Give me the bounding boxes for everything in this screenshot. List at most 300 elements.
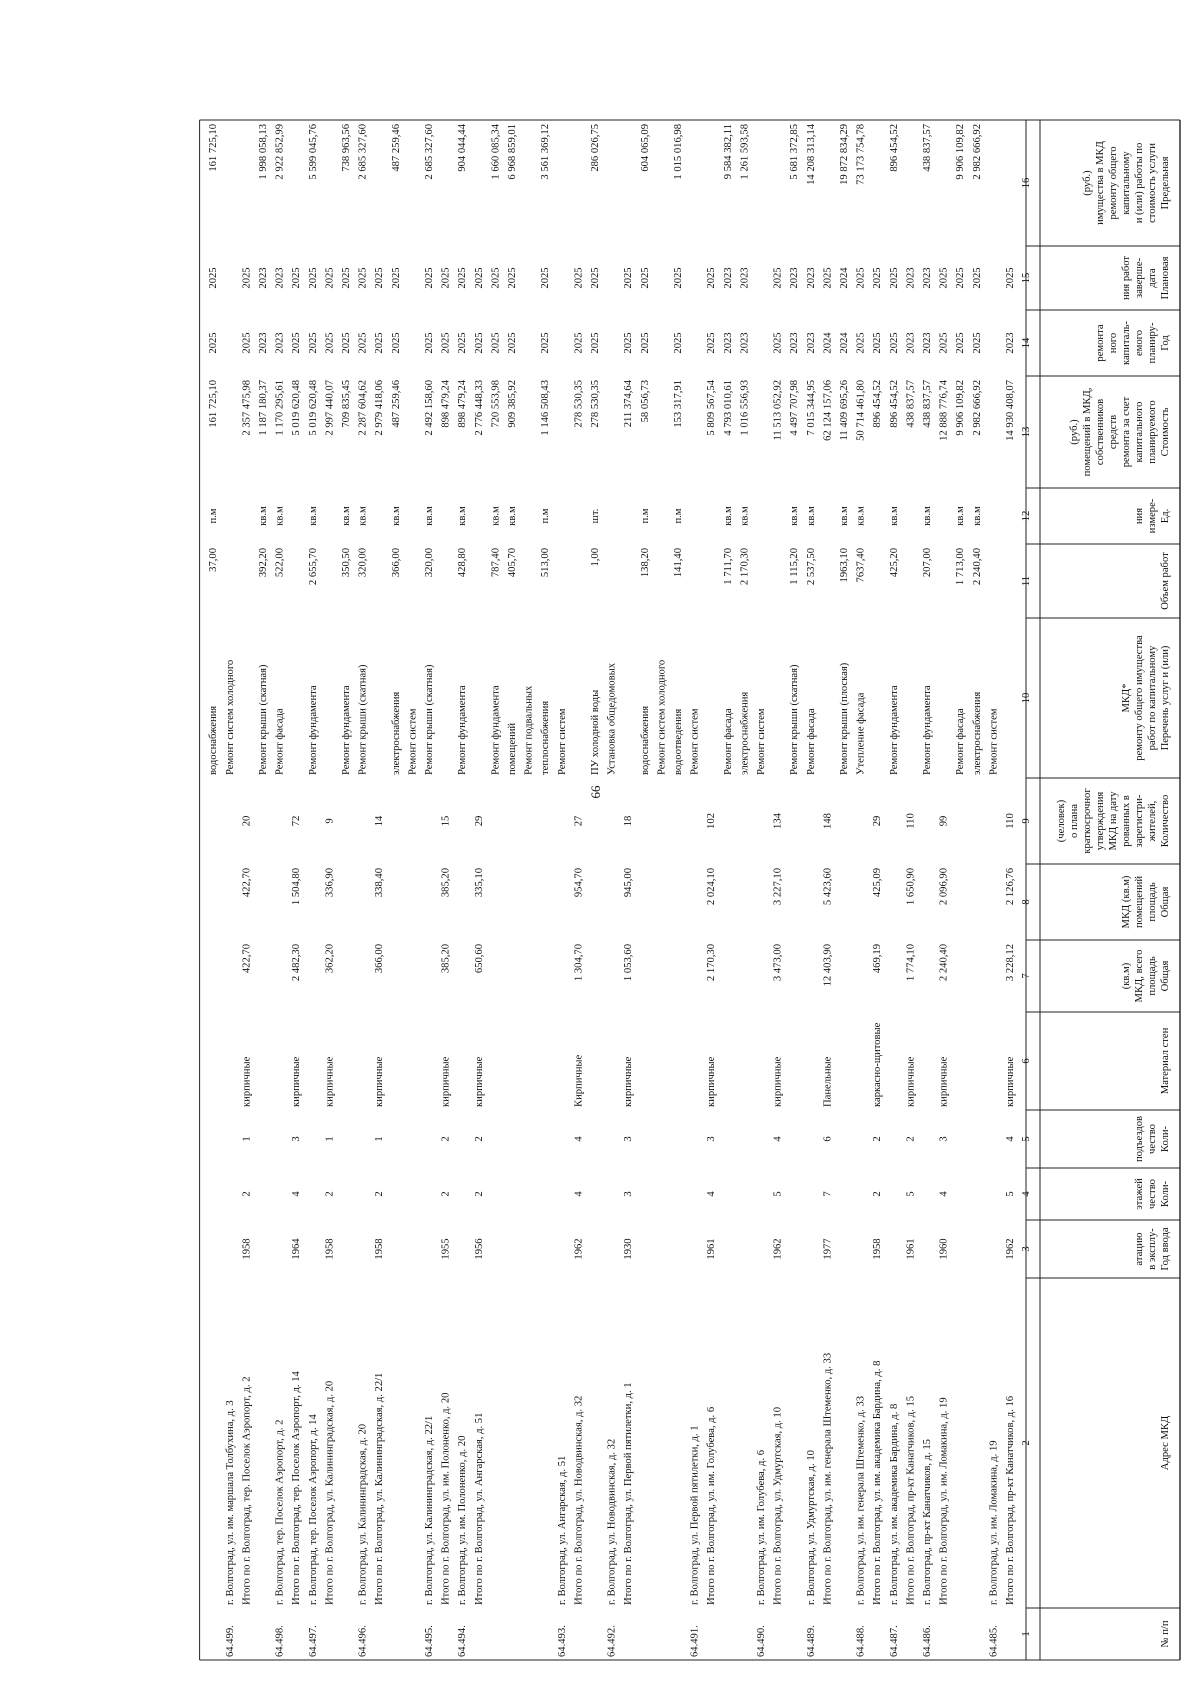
cell-c12: кв.м xyxy=(789,506,801,526)
cell-c16: 487 259,46 xyxy=(390,124,402,172)
cell-c13: 1 170 295,61 xyxy=(274,380,286,436)
cell-c13: 4 793 010,61 xyxy=(722,380,734,436)
cell-c12: кв.м xyxy=(274,506,286,526)
cell-c15: 2025 xyxy=(341,267,352,289)
header-c10: работ по капитальному xyxy=(1147,645,1158,751)
cell-c9: 72 xyxy=(291,815,303,827)
cell-c15: 2025 xyxy=(971,267,983,289)
cell-c14: 2024 xyxy=(822,332,834,354)
cell-c11: 405,70 xyxy=(507,548,518,578)
cell-c8: 385,20 xyxy=(440,868,452,898)
header-c16: имущества в МКД xyxy=(1095,141,1106,225)
cell-c12: кв.м xyxy=(258,506,269,526)
cell-c13: 50 714 461,80 xyxy=(855,380,867,441)
column-number: 6 xyxy=(1021,1058,1032,1064)
cell-c15: 2023 xyxy=(905,267,917,289)
cell-c14: 2023 xyxy=(739,332,751,354)
header-c9: (человек) xyxy=(1056,799,1067,843)
cell-c14: 2025 xyxy=(374,332,386,354)
cell-c7: 422,70 xyxy=(241,944,253,974)
cell-c5: 4 xyxy=(573,1136,585,1142)
cell-c14: 2025 xyxy=(424,332,435,354)
cell-c13: 1 187 180,37 xyxy=(258,380,269,436)
header-c13: помещений в МКД, xyxy=(1082,387,1093,477)
cell-c14: 2025 xyxy=(208,332,220,354)
cell-c7: 362,20 xyxy=(324,944,336,974)
header-c7: Общая xyxy=(1160,960,1171,992)
cell-c4: 2 xyxy=(872,1191,884,1197)
header-c4: Коли- xyxy=(1160,1180,1171,1208)
header-c5: Коли- xyxy=(1160,1125,1171,1153)
cell-c10: Ремонт фундамента xyxy=(341,685,352,775)
cell-c12: шт. xyxy=(590,508,601,524)
cell-c8: 422,70 xyxy=(241,868,253,898)
cell-c14: 2023 xyxy=(922,332,933,354)
cell-c8: 2 024,10 xyxy=(706,868,718,906)
cell-c10: Ремонт систем холодного xyxy=(656,659,668,775)
cell-c7: 12 403,90 xyxy=(822,944,834,987)
header-c3: Год ввода xyxy=(1160,1227,1171,1271)
cell-c2: Итого по г. Волгоград, тер. Поселок Аэропорт, д. 2 xyxy=(241,1376,253,1605)
cell-c4: 4 xyxy=(291,1191,303,1197)
cell-c12: кв.м xyxy=(722,506,734,526)
cell-c13: 62 124 157,06 xyxy=(822,380,834,441)
cell-c2: г. Волгоград, ул. им. Голубева, д. 6 xyxy=(756,1449,767,1605)
cell-c13: 2 979 418,06 xyxy=(374,380,386,436)
cell-c16: 604 065,09 xyxy=(639,124,651,172)
cell-c16: 1 015 016,98 xyxy=(673,124,684,180)
cell-c6: кирпичные xyxy=(772,1056,784,1107)
header-c10: МКД* xyxy=(1121,683,1132,713)
cell-c16: 738 963,56 xyxy=(341,124,352,172)
cell-c10: Ремонт фундамента xyxy=(888,685,900,775)
cell-c14: 2025 xyxy=(507,332,518,354)
header-c13: (руб.) xyxy=(1069,419,1080,445)
header-c12: Ед. xyxy=(1160,508,1171,524)
cell-c4: 3 xyxy=(623,1191,635,1197)
cell-c12: п.м xyxy=(639,508,651,524)
cell-c14: 2025 xyxy=(440,332,452,354)
cell-c15: 2025 xyxy=(457,267,469,289)
cell-c9: 27 xyxy=(573,815,585,827)
cell-c1: 64.493. xyxy=(556,1625,568,1657)
cell-c3: 1962 xyxy=(1005,1238,1016,1260)
cell-c10: электроснабжения xyxy=(971,691,983,775)
cell-c16: 1 660 085,34 xyxy=(490,124,502,180)
cell-c10: Ремонт систем xyxy=(556,708,568,775)
cell-c15: 2025 xyxy=(507,267,518,289)
header-c2: Адрес МКД xyxy=(1160,1415,1171,1471)
cell-c10: Ремонт крыши (плоская) xyxy=(839,662,850,775)
cell-c11: 2 240,40 xyxy=(971,548,983,586)
cell-c8: 335,10 xyxy=(473,868,485,898)
cell-c2: Итого по г. Волгоград, тер. Поселок Аэропорт, д. 14 xyxy=(291,1371,303,1605)
cell-c9: 29 xyxy=(473,815,485,827)
header-c8: Общая xyxy=(1160,886,1171,918)
cell-c13: 898 479,24 xyxy=(440,380,452,428)
cell-c14: 2025 xyxy=(872,332,884,354)
cell-c7: 1 304,70 xyxy=(573,944,585,982)
cell-c15: 2025 xyxy=(424,267,435,289)
cell-c10: Ремонт фундамента xyxy=(307,685,319,775)
cell-c2: г. Волгоград, ул. им. Полоненко, д. 20 xyxy=(457,1435,469,1605)
cell-c12: кв.м xyxy=(307,506,319,526)
header-c15: дата xyxy=(1147,268,1158,288)
cell-c7: 3 228,12 xyxy=(1005,944,1016,982)
cell-c7: 2 170,30 xyxy=(706,944,718,982)
cell-c5: 6 xyxy=(822,1136,834,1142)
cell-c3: 1958 xyxy=(241,1238,253,1260)
cell-c16: 73 173 754,78 xyxy=(855,124,867,185)
cell-c15: 2025 xyxy=(291,267,303,289)
cell-c6: кирпичные xyxy=(706,1056,718,1107)
cell-c12: кв.м xyxy=(357,506,369,526)
cell-c12: кв.м xyxy=(390,506,402,526)
cell-c2: Итого по г. Волгоград, ул. им. Голубева, д. 6 xyxy=(706,1406,718,1605)
cell-c7: 2 240,40 xyxy=(938,944,950,982)
column-number: 12 xyxy=(1021,510,1032,522)
header-c14: Год xyxy=(1160,335,1171,351)
cell-c2: Итого по г. Волгоград, ул. Первой пятилетки, д. 1 xyxy=(623,1382,635,1605)
cell-c10: Ремонт систем xyxy=(689,708,701,775)
cell-c2: г. Волгоград, ул. им. академика Бардина, д. 8 xyxy=(888,1403,900,1605)
cell-c15: 2025 xyxy=(573,267,585,289)
cell-c1: 64.490. xyxy=(756,1625,767,1657)
cell-c14: 2025 xyxy=(241,332,253,354)
cell-c10: Ремонт фундамента xyxy=(922,685,933,775)
cell-c14: 2025 xyxy=(888,332,900,354)
cell-c15: 2023 xyxy=(722,267,734,289)
header-c14: планиру- xyxy=(1147,322,1158,364)
header-c4: этажей xyxy=(1134,1178,1145,1210)
header-c9: Количество xyxy=(1160,794,1171,848)
cell-c6: Кирпичные xyxy=(573,1054,585,1107)
cell-c2: г. Волгоград, ул. Удмуртская, д. 10 xyxy=(805,1450,817,1605)
cell-c1: 64.486. xyxy=(922,1625,933,1657)
cell-c11: 1 115,20 xyxy=(789,548,801,585)
cell-c4: 5 xyxy=(905,1191,917,1197)
cell-c13: 153 317,91 xyxy=(673,380,684,428)
cell-c10: помещений xyxy=(507,722,518,775)
cell-c12: кв.м xyxy=(839,506,850,526)
cell-c14: 2025 xyxy=(390,332,402,354)
cell-c3: 1961 xyxy=(706,1238,718,1260)
cell-c13: 5 809 567,54 xyxy=(706,380,718,436)
cell-c16: 5 681 372,85 xyxy=(789,124,801,180)
cell-c15: 2025 xyxy=(324,267,336,289)
cell-c7: 650,60 xyxy=(473,944,485,974)
cell-c6: кирпичные xyxy=(291,1056,303,1107)
cell-c11: 1 713,00 xyxy=(955,548,967,586)
cell-c2: г. Волгоград, ул. Новодвинская, д. 32 xyxy=(606,1438,618,1605)
cell-c8: 338,40 xyxy=(374,868,386,898)
cell-c5: 2 xyxy=(473,1136,485,1142)
cell-c5: 4 xyxy=(772,1136,784,1142)
cell-c10: Ремонт фасада xyxy=(955,708,967,775)
cell-c14: 2025 xyxy=(772,332,784,354)
header-c9: о плана xyxy=(1069,804,1080,838)
header-c8: МКД (кв.м) xyxy=(1121,875,1132,929)
capital-repair-table xyxy=(200,120,1180,1660)
header-c9: зарегистри- xyxy=(1134,794,1145,848)
header-c3: в эксплу- xyxy=(1147,1228,1158,1270)
cell-c9: 148 xyxy=(822,813,834,829)
cell-c13: 14 930 408,07 xyxy=(1005,380,1016,441)
cell-c3: 1930 xyxy=(623,1238,635,1260)
column-number: 14 xyxy=(1021,337,1032,349)
cell-c11: 138,20 xyxy=(639,548,651,578)
cell-c2: Итого по г. Волгоград, ул. им. Полоненко, д. 20 xyxy=(440,1392,452,1605)
header-c16: Предельная xyxy=(1160,156,1171,210)
cell-c15: 2025 xyxy=(1005,267,1016,289)
cell-c12: п.м xyxy=(673,508,684,524)
cell-c6: кирпичные xyxy=(473,1056,485,1107)
cell-c5: 1 xyxy=(324,1136,336,1142)
header-c1: № п/п xyxy=(1160,1620,1171,1648)
header-c13: планируемого xyxy=(1147,400,1158,464)
column-number: 5 xyxy=(1021,1136,1032,1142)
cell-c3: 1961 xyxy=(905,1238,917,1260)
cell-c13: 909 385,92 xyxy=(507,380,518,428)
cell-c14: 2023 xyxy=(722,332,734,354)
cell-c11: 37,00 xyxy=(208,548,220,572)
cell-c6: кирпичные xyxy=(905,1056,917,1107)
cell-c12: кв.м xyxy=(457,506,469,526)
cell-c6: кирпичные xyxy=(374,1056,386,1107)
cell-c8: 954,70 xyxy=(573,868,585,898)
cell-c6: кирпичные xyxy=(938,1056,950,1107)
cell-c16: 14 208 313,14 xyxy=(805,124,817,185)
cell-c10: ПУ холодной воды xyxy=(590,689,601,775)
cell-c14: 2023 xyxy=(905,332,917,354)
cell-c11: 513,00 xyxy=(540,548,552,578)
cell-c8: 945,00 xyxy=(623,868,635,898)
cell-c13: 896 454,52 xyxy=(872,380,884,428)
cell-c4: 5 xyxy=(1005,1191,1016,1197)
cell-c11: 141,40 xyxy=(673,548,684,578)
cell-c6: кирпичные xyxy=(1005,1056,1016,1107)
cell-c14: 2025 xyxy=(673,332,684,354)
cell-c7: 366,00 xyxy=(374,944,386,974)
cell-c14: 2023 xyxy=(789,332,801,354)
cell-c15: 2023 xyxy=(805,267,817,289)
cell-c9: 134 xyxy=(772,813,784,829)
header-c9: утверждения xyxy=(1095,791,1106,851)
cell-c11: 320,00 xyxy=(424,548,435,578)
cell-c7: 1 774,10 xyxy=(905,944,917,982)
cell-c13: 1 146 508,43 xyxy=(540,380,552,436)
cell-c14: 2025 xyxy=(307,332,319,354)
cell-c15: 2025 xyxy=(706,267,718,289)
cell-c14: 2025 xyxy=(706,332,718,354)
cell-c16: 9 584 382,11 xyxy=(722,124,734,180)
cell-c2: г. Волгоград, тер. Поселок Аэропорт, д. 14 xyxy=(307,1414,319,1605)
header-c5: чество xyxy=(1147,1124,1158,1154)
cell-c3: 1958 xyxy=(324,1238,336,1260)
cell-c16: 2 982 666,92 xyxy=(971,124,983,180)
cell-c8: 1 504,80 xyxy=(291,868,303,906)
column-number: 3 xyxy=(1021,1246,1032,1252)
cell-c13: 5 019 620,48 xyxy=(307,380,319,436)
header-c13: собственников xyxy=(1095,398,1106,466)
cell-c2: г. Волгоград, ул. им. генерала Штеменко, д. 33 xyxy=(855,1395,867,1605)
cell-c11: 1,00 xyxy=(590,548,601,567)
cell-c15: 2025 xyxy=(540,267,552,289)
cell-c14: 2025 xyxy=(623,332,635,354)
cell-c8: 3 227,10 xyxy=(772,868,784,906)
cell-c15: 2025 xyxy=(357,267,369,289)
cell-c10: Ремонт фундамента xyxy=(457,685,469,775)
cell-c16: 3 561 369,12 xyxy=(540,124,552,180)
cell-c1: 64.487. xyxy=(888,1625,900,1657)
cell-c10: теплоснабжения xyxy=(540,700,552,775)
cell-c11: 425,20 xyxy=(888,548,900,578)
cell-c2: Итого по г. Волгоград, пр-кт Канатчиков, д. 15 xyxy=(905,1395,917,1605)
cell-c2: г. Волгоград, ул. Калининградская, д. 20 xyxy=(357,1423,369,1605)
header-c14: ного xyxy=(1108,332,1119,354)
cell-c9: 14 xyxy=(374,815,386,827)
cell-c4: 2 xyxy=(374,1191,386,1197)
cell-c5: 3 xyxy=(623,1136,635,1142)
cell-c2: г. Волгоград, пр-кт Канатчиков, д. 15 xyxy=(922,1439,933,1605)
cell-c13: 11 409 695,26 xyxy=(839,380,850,441)
cell-c12: кв.м xyxy=(955,506,967,526)
cell-c13: 709 835,45 xyxy=(341,380,352,428)
cell-c13: 11 513 052,92 xyxy=(772,380,784,441)
header-c10: Перечень услуг и (или) xyxy=(1160,645,1171,751)
cell-c15: 2025 xyxy=(473,267,485,289)
cell-c12: кв.м xyxy=(341,506,352,526)
cell-c5: 2 xyxy=(440,1136,452,1142)
header-c15: ния работ xyxy=(1121,255,1132,301)
cell-c2: г. Волгоград, ул. им. Ломакина, д. 19 xyxy=(988,1440,1000,1605)
cell-c5: 2 xyxy=(905,1136,917,1142)
cell-c8: 336,90 xyxy=(324,868,336,898)
cell-c2: Итого по г. Волгоград, ул. Калининградская, д. 20 xyxy=(324,1380,336,1605)
cell-c11: 2 537,50 xyxy=(805,548,817,586)
cell-c4: 2 xyxy=(473,1191,485,1197)
cell-c2: г. Волгоград, ул. Первой пятилетки, д. 1 xyxy=(689,1425,701,1605)
cell-c1: 64.492. xyxy=(606,1625,618,1657)
cell-c10: водоснабжения xyxy=(208,705,220,775)
cell-c13: 4 497 707,98 xyxy=(789,380,801,436)
cell-c1: 64.488. xyxy=(855,1625,867,1657)
cell-c13: 278 530,35 xyxy=(573,380,585,428)
cell-c13: 278 530,35 xyxy=(590,380,601,428)
header-c12: ния xyxy=(1134,507,1145,525)
header-c12: измере- xyxy=(1147,498,1158,534)
cell-c14: 2025 xyxy=(473,332,485,354)
cell-c11: 2 655,70 xyxy=(307,548,319,586)
cell-c5: 3 xyxy=(291,1136,303,1142)
header-c8: площадь xyxy=(1147,882,1158,922)
cell-c13: 9 906 109,82 xyxy=(955,380,967,436)
cell-c10: Ремонт фасада xyxy=(274,708,286,775)
cell-c12: кв.м xyxy=(922,506,933,526)
cell-c10: Ремонт подвальных xyxy=(523,685,535,775)
cell-c4: 5 xyxy=(772,1191,784,1197)
header-c7: МКД, всего xyxy=(1134,949,1145,1003)
cell-c13: 58 056,73 xyxy=(639,380,651,423)
cell-c7: 469,19 xyxy=(872,944,884,974)
cell-c1: 64.495. xyxy=(424,1625,435,1657)
cell-c16: 161 725,10 xyxy=(208,124,220,172)
cell-c13: 161 725,10 xyxy=(208,380,220,428)
header-c14: емого xyxy=(1134,329,1145,357)
cell-c3: 1962 xyxy=(573,1238,585,1260)
cell-c11: 392,20 xyxy=(258,548,269,578)
cell-c11: 207,00 xyxy=(922,548,933,578)
cell-c13: 720 553,98 xyxy=(490,380,502,428)
cell-c2: г. Волгоград, тер. Поселок Аэропорт, д. 2 xyxy=(274,1419,286,1605)
cell-c4: 2 xyxy=(241,1191,253,1197)
header-c10: ремонту общего имущества xyxy=(1134,635,1145,761)
cell-c15: 2025 xyxy=(855,267,867,289)
cell-c2: Итого по г. Волгоград, ул. Новодвинская, д. 32 xyxy=(573,1395,585,1605)
cell-c12: кв.м xyxy=(739,506,751,526)
cell-c14: 2025 xyxy=(938,332,950,354)
cell-c15: 2023 xyxy=(739,267,751,289)
column-number: 13 xyxy=(1021,426,1032,438)
cell-c14: 2025 xyxy=(855,332,867,354)
cell-c1: 64.491. xyxy=(689,1625,701,1657)
cell-c10: Ремонт фасада xyxy=(722,708,734,775)
cell-c15: 2023 xyxy=(922,267,933,289)
header-c11: Объем работ xyxy=(1160,552,1171,610)
cell-c15: 2025 xyxy=(590,267,601,289)
cell-c16: 5 599 045,76 xyxy=(307,124,319,180)
cell-c10: Утепление фасада xyxy=(855,692,867,775)
cell-c15: 2025 xyxy=(490,267,502,289)
header-c4: чество xyxy=(1147,1179,1158,1209)
cell-c11: 366,00 xyxy=(390,548,402,578)
cell-c7: 2 482,30 xyxy=(291,944,303,982)
cell-c13: 2 287 604,62 xyxy=(357,380,369,436)
column-number: 15 xyxy=(1021,272,1032,284)
cell-c13: 2 776 448,33 xyxy=(473,380,485,436)
cell-c5: 1 xyxy=(374,1136,386,1142)
header-c7: площадь xyxy=(1147,956,1158,996)
cell-c9: 15 xyxy=(440,815,452,827)
column-number: 11 xyxy=(1021,575,1032,587)
cell-c2: Итого по г. Волгоград, ул. Ангарская, д. 51 xyxy=(473,1412,485,1605)
cell-c14: 2025 xyxy=(291,332,303,354)
cell-c2: Итого по г. Волгоград, пр-кт Канатчиков, д. 16 xyxy=(1005,1395,1016,1605)
column-number: 1 xyxy=(1021,1631,1032,1637)
cell-c1: 64.485. xyxy=(988,1625,1000,1657)
header-c15: заверше- xyxy=(1134,257,1145,299)
cell-c1: 64.499. xyxy=(224,1625,236,1657)
cell-c11: 1963,10 xyxy=(839,548,850,583)
cell-c11: 350,50 xyxy=(341,548,352,578)
header-c13: ремонта за счет xyxy=(1121,396,1132,468)
cell-c1: 64.494. xyxy=(457,1625,469,1657)
header-c13: капитального xyxy=(1134,401,1145,463)
cell-c1: 64.497. xyxy=(307,1625,319,1657)
cell-c12: кв.м xyxy=(971,506,983,526)
cell-c3: 1977 xyxy=(822,1238,834,1260)
cell-c16: 904 044,44 xyxy=(457,124,469,172)
cell-c10: водоотведения xyxy=(673,708,684,775)
cell-c10: Ремонт систем холодного xyxy=(224,659,236,775)
cell-c15: 2024 xyxy=(839,267,850,289)
page-number: 66 xyxy=(588,785,603,799)
header-c15: Плановая xyxy=(1160,256,1171,300)
cell-c2: г. Волгоград, ул. им. маршала Толбухина, д. 3 xyxy=(224,1400,236,1605)
cell-c6: кирпичные xyxy=(440,1056,452,1107)
header-c16: стоимость услуги xyxy=(1147,143,1158,223)
cell-c7: 385,20 xyxy=(440,944,452,974)
